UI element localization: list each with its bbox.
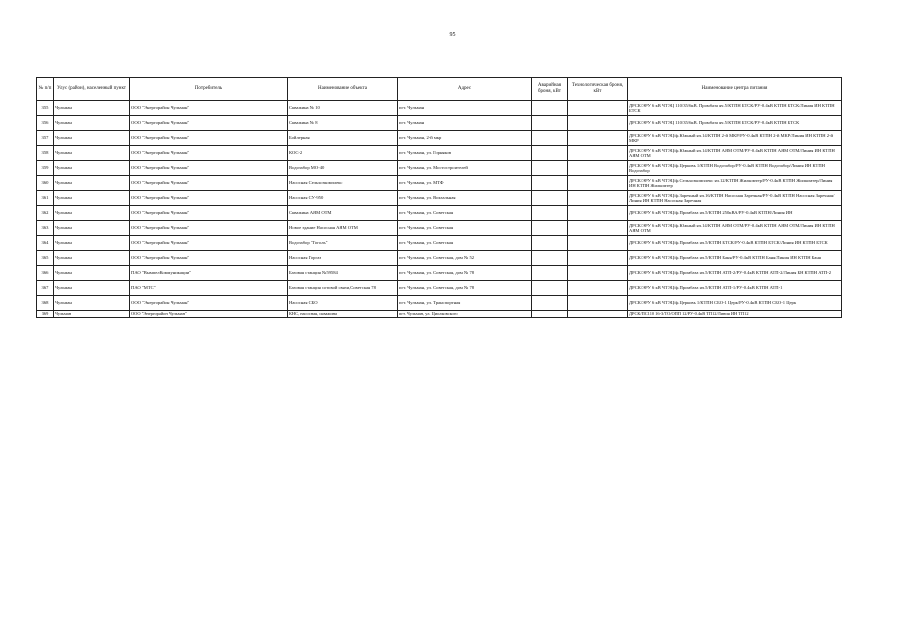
- row-address: пгт. Чульман, ул. Советская, дом № 52: [398, 251, 532, 266]
- row-emergency-reserve: [532, 176, 568, 191]
- row-consumer: ООО "Энергорайон Чульман": [130, 251, 288, 266]
- row-consumer: ООО "Энергорайон Чульман": [130, 311, 288, 318]
- row-district: Чульман: [54, 191, 130, 206]
- table-row: [37, 191, 842, 206]
- row-object: Насосная СУ-950: [288, 191, 398, 206]
- row-district: Чульман: [54, 281, 130, 296]
- row-consumer: ООО "Энергорайон Чульман": [130, 161, 288, 176]
- row-tech-reserve: [568, 266, 628, 281]
- row-tech-reserve: [568, 296, 628, 311]
- row-object: Насосная Сельхозкомплекс: [288, 176, 398, 191]
- row-object: КНС, насосная, скважина: [288, 311, 398, 318]
- row-power-source: ДРСК/ЭРУ 6 кВ ЧТЭЦ/ф.Промбаза яч.5/КТПН 250кВА/РУ-0.4кВ КТПН/Линия ИН: [628, 206, 842, 221]
- row-district: Чульман: [54, 266, 130, 281]
- header-emergency-reserve: Аварийная броня, кВт: [532, 78, 568, 101]
- row-emergency-reserve: [532, 266, 568, 281]
- row-tech-reserve: [568, 176, 628, 191]
- row-tech-reserve: [568, 311, 628, 318]
- table-row: [37, 221, 842, 236]
- row-num: 361: [37, 191, 54, 206]
- row-emergency-reserve: [532, 206, 568, 221]
- table-row: [37, 266, 842, 281]
- row-consumer: ООО "Энергорайон Чульман": [130, 191, 288, 206]
- row-object: Скважина АЯМ ОТМ: [288, 206, 398, 221]
- row-address: пгт. Чульман, ул. Советская, дом № 78: [398, 266, 532, 281]
- table-row: [37, 146, 842, 161]
- row-power-source: ДРСК/ЭРУ 6 кВ ЧТЭЦ/ф.Промбаза яч.5/КТПН Баня/РУ-0.4кВ КТПН Баня/Линия ИН КТПН Баня: [628, 251, 842, 266]
- row-tech-reserve: [568, 191, 628, 206]
- row-power-source: ДРСК/ЭРУ 6 кВ ЧТЭЦ 110/35/6кВ. Промбаза яч.5/КТПН БТСК/РУ-0.4кВ КТПН БТСК: [628, 116, 842, 131]
- row-emergency-reserve: [532, 311, 568, 318]
- row-district: Чульман: [54, 206, 130, 221]
- row-consumer: ООО "Энергорайон Чульман": [130, 206, 288, 221]
- row-object: Базовая станция №59584: [288, 266, 398, 281]
- row-power-source: ДРСК/ЭРУ 6 кВ ЧТЭЦ 110/35/6кВ. Промбаза яч.5/КТПН БТСК/РУ-0.4кВ КТПН БТСК/Линия ИН КТПН БТСК: [628, 101, 842, 116]
- row-num: 369: [37, 311, 54, 318]
- table-row: [37, 206, 842, 221]
- row-tech-reserve: [568, 116, 628, 131]
- row-district: Чульман: [54, 311, 130, 318]
- row-num: 357: [37, 131, 54, 146]
- row-emergency-reserve: [532, 101, 568, 116]
- row-consumer: ООО "Энергорайон Чульман": [130, 101, 288, 116]
- row-address: пгт. Чульман, ул. Советская: [398, 236, 532, 251]
- table-body: [37, 101, 842, 318]
- table-row: [37, 161, 842, 176]
- table-row: [37, 101, 842, 116]
- row-consumer: ООО "Энергорайон Чульман": [130, 221, 288, 236]
- table-row: [37, 131, 842, 146]
- row-num: 362: [37, 206, 54, 221]
- row-consumer: ООО "Энергорайон Чульман": [130, 146, 288, 161]
- row-num: 368: [37, 296, 54, 311]
- row-tech-reserve: [568, 131, 628, 146]
- row-consumer: ООО "Энергорайон Чульман": [130, 296, 288, 311]
- row-num: 359: [37, 161, 54, 176]
- row-address: пгт. Чульман, ул. Транспортная: [398, 296, 532, 311]
- row-num: 355: [37, 101, 54, 116]
- row-power-source: ДРСК/ЭРУ 6 кВ ЧТЭЦ/ф.Сельхозкомплекс яч.12/КТПН Жилкомтер/РУ-0.4кВ КТПН Жилкомтер/Линия ИН КТПН Жилкомтер: [628, 176, 842, 191]
- row-object: Водозабор "Гоголь": [288, 236, 398, 251]
- row-emergency-reserve: [532, 191, 568, 206]
- row-num: 360: [37, 176, 54, 191]
- row-object: Новое здание Насосная АЯМ ОТМ: [288, 221, 398, 236]
- row-power-source: ДРСК/ЭРУ 6 кВ ЧТЭЦ/ф.Южный яч.14/КТПН АЯМ ОТМ/РУ-0.4кВ КТПН АЯМ ОТМ/Линия ИН КТПН АЯМ ОТМ: [628, 146, 842, 161]
- row-num: 364: [37, 236, 54, 251]
- row-object: Водозабор МО-40: [288, 161, 398, 176]
- row-district: Чульман: [54, 176, 130, 191]
- header-tech-reserve: Технологическая броня, кВт: [568, 78, 628, 101]
- row-consumer: ООО "Энергорайон Чульман": [130, 131, 288, 146]
- row-address: пгт. Чульман: [398, 101, 532, 116]
- row-object: Насосная СБО: [288, 296, 398, 311]
- row-consumer: ООО "Энергорайон Чульман": [130, 176, 288, 191]
- row-object: Базовая станция сотовой связи,Советская 78: [288, 281, 398, 296]
- table-row: [37, 236, 842, 251]
- row-address: пгт. Чульман, ул. Горняков: [398, 146, 532, 161]
- page-number: 95: [449, 32, 456, 38]
- row-num: 367: [37, 281, 54, 296]
- table-header-row: [37, 78, 842, 101]
- row-emergency-reserve: [532, 281, 568, 296]
- row-power-source: ДРСК/ЭРУ 6 кВ ЧТЭЦ/ф.Церковь 1/КТПН Водозабор/РУ-0.4кВ КТПН Водозабор/Линия ИН КТПН Водозабор: [628, 161, 842, 176]
- row-tech-reserve: [568, 161, 628, 176]
- table-row: [37, 296, 842, 311]
- table-row: [37, 281, 842, 296]
- row-district: Чульман: [54, 101, 130, 116]
- row-emergency-reserve: [532, 296, 568, 311]
- row-object: КОС-2: [288, 146, 398, 161]
- row-district: Чульман: [54, 131, 130, 146]
- row-num: 363: [37, 221, 54, 236]
- header-address: Адрес: [398, 78, 532, 101]
- table-row: [37, 116, 842, 131]
- row-district: Чульман: [54, 296, 130, 311]
- row-emergency-reserve: [532, 251, 568, 266]
- row-district: Чульман: [54, 161, 130, 176]
- header-district: Улус (район), населенный пункт: [54, 78, 130, 101]
- row-num: 358: [37, 146, 54, 161]
- row-power-source: ДРСК/ЭРУ 6 кВ ЧТЭЦ/ф.Заречный яч.16/КТПН Насосная Заречная/РУ-0.4кВ КТПН Насосная Заречная/Линия ИН КТПН Насосная Заречная: [628, 191, 842, 206]
- row-district: Чульман: [54, 221, 130, 236]
- row-address: пгт. Чульман, ул. Мостостроителей: [398, 161, 532, 176]
- row-address: пгт. Чульман, ул. Советская, дом № 78: [398, 281, 532, 296]
- row-power-source: ДРСК/ЭРУ 6 кВ ЧТЭЦ/ф.Промбаза яч.5/КТПН АТП-2/РУ-0.4кВ КТПН АТП-2/Линия БН КТПН АТП-2: [628, 266, 842, 281]
- row-consumer: ООО "Энергорайон Чульман": [130, 116, 288, 131]
- row-object: Скважина № 8: [288, 116, 398, 131]
- row-power-source: ДРСК/ЭРУ 6 кВ ЧТЭЦ/ф.Промбаза яч.5/КТПН АТП-1/РУ-0.4кВ КТПН АТП-1: [628, 281, 842, 296]
- row-consumer: ПАО "МТС": [130, 281, 288, 296]
- table-row: [37, 251, 842, 266]
- row-tech-reserve: [568, 206, 628, 221]
- table-row: [37, 311, 842, 318]
- row-address: пгт. Чульман, ул. МТФ: [398, 176, 532, 191]
- row-consumer: ПАО "ВымпелКоммуникации": [130, 266, 288, 281]
- row-power-source: ДРСК/ЭРУ 6 кВ ЧТЭЦ/ф.Южный яч.14/КТПН 2-й МКР/РУ-0.4кВ КТПН 2-й МКР/Линия ИН КТПН 2-й МКР: [628, 131, 842, 146]
- header-num: № п/п: [37, 78, 54, 101]
- row-address: пгт. Чульман, ул. Советская: [398, 221, 532, 236]
- row-object: Бойлерная: [288, 131, 398, 146]
- power-consumers-table: [36, 77, 842, 318]
- row-object: Насосная Горгаз: [288, 251, 398, 266]
- row-emergency-reserve: [532, 146, 568, 161]
- row-district: Чульман: [54, 116, 130, 131]
- row-tech-reserve: [568, 146, 628, 161]
- header-consumer: Потребитель: [130, 78, 288, 101]
- row-tech-reserve: [568, 251, 628, 266]
- row-emergency-reserve: [532, 221, 568, 236]
- row-object: Скважина № 10: [288, 101, 398, 116]
- row-tech-reserve: [568, 236, 628, 251]
- row-power-source: ДРСК/ЭРУ 6 кВ ЧТЭЦ/ф.Промбаза яч.5/КТПН БТСК/РУ-0.4кВ КТПН БТСК/Линия ИН КТПН БТСК: [628, 236, 842, 251]
- row-emergency-reserve: [532, 116, 568, 131]
- row-address: пгт. Чульман, ул. Советская: [398, 206, 532, 221]
- row-address: пгт. Чульман, ул. Вокзальная: [398, 191, 532, 206]
- row-district: Чульман: [54, 236, 130, 251]
- row-tech-reserve: [568, 281, 628, 296]
- row-num: 365: [37, 251, 54, 266]
- header-power-source: Наименование центра питания: [628, 78, 842, 101]
- row-power-source: ДРСК/ПС110 16-3/ТО/ОПП 12/РУ-0.4кВ ТП12/Линия ИН ТП12: [628, 311, 842, 318]
- row-power-source: ДРСК/ЭРУ 6 кВ ЧТЭЦ/ф.Южный яч.14/КТПН АЯМ ОТМ/РУ-0.4кВ КТПН АЯМ ОТМ/Линия ИН КТПН АЯМ ОТМ: [628, 221, 842, 236]
- header-object: Наименование объекта: [288, 78, 398, 101]
- row-district: Чульман: [54, 146, 130, 161]
- row-emergency-reserve: [532, 131, 568, 146]
- row-power-source: ДРСК/ЭРУ 6 кВ ЧТЭЦ/ф.Церковь 1/КТПН СБО-1 Церк/РУ-0.4кВ КТПН СБО-1 Церк: [628, 296, 842, 311]
- row-num: 356: [37, 116, 54, 131]
- row-consumer: ООО "Энергорайон Чульман": [130, 236, 288, 251]
- row-tech-reserve: [568, 101, 628, 116]
- row-address: пгт. Чульман: [398, 116, 532, 131]
- row-district: Чульман: [54, 251, 130, 266]
- row-emergency-reserve: [532, 236, 568, 251]
- row-num: 366: [37, 266, 54, 281]
- row-address: пгт. Чульман, ул. Циолковского: [398, 311, 532, 318]
- row-address: пгт. Чульман, 2-й мкр: [398, 131, 532, 146]
- table-row: [37, 176, 842, 191]
- row-tech-reserve: [568, 221, 628, 236]
- row-emergency-reserve: [532, 161, 568, 176]
